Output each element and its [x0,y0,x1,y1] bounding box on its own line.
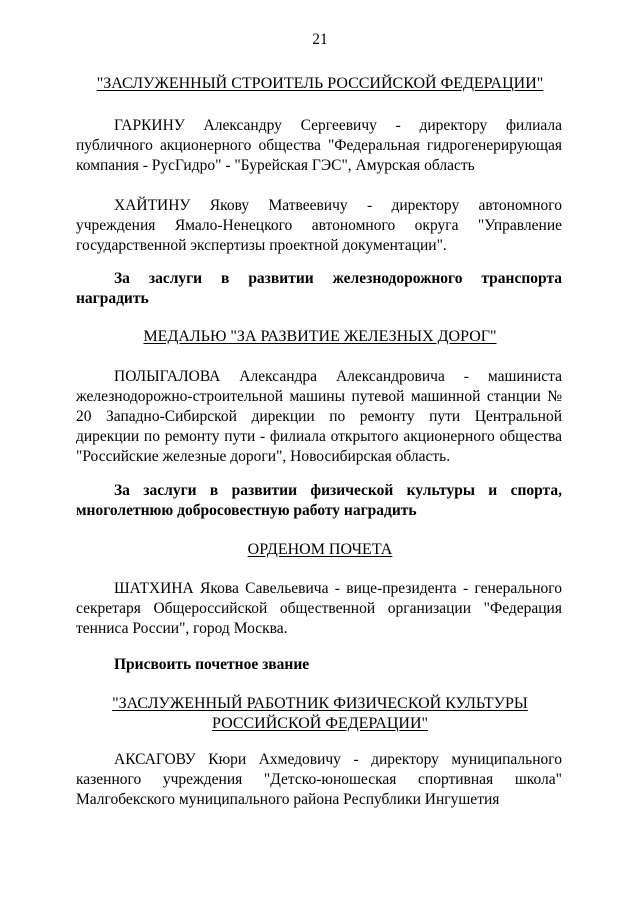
section-title-honored-sport-worker-line2: РОССИЙСКОЙ ФЕДЕРАЦИИ" [211,715,429,732]
directive-honorary-title: Присвоить почетное звание [114,656,310,673]
recipient-polygalov: ПОЛЫГАЛОВА Александра Александровича - машиниста железнодорожно-строительной машины путевой машинной станции № 20 Западно-Сибирской дирекции по ремонту пути Центральной дирекции по ремонту пути - филиала открытого акционерного общества "Российские железные дороги", Новосибирская область. [76,368,562,465]
recipient-garkin: ГАРКИНУ Александру Сергеевичу - директору филиала публичного акционерного общества "Федеральная гидрогенерирующая компания - РусГидро" - "Бурейская ГЭС", Амурская область [76,117,562,174]
directive-sport: За заслуги в развитии физической культуры и спорта, многолетнюю добросовестную работу наградить [76,482,562,519]
section-title-honored-builder: "ЗАСЛУЖЕННЫЙ СТРОИТЕЛЬ РОССИЙСКОЙ ФЕДЕРАЦИИ" [96,75,544,92]
section-title-order-of-honour: ОРДЕНОМ ПОЧЕТА [247,541,393,558]
recipient-shatkhin: ШАТХИНА Якова Савельевича - вице-президента - генерального секретаря Общероссийской общественной организации "Федерация тенниса России", город Москва. [76,580,562,637]
recipient-aksagov: АКСАГОВУ Кюри Ахмедовичу - директору муниципального казенного учреждения "Детско-юношеская спортивная школа" Малгобекского муниципального района Республики Ингушетия [76,751,562,808]
directive-railway: За заслуги в развитии железнодорожного транспорта наградить [76,270,562,307]
section-title-railway-medal: МЕДАЛЬЮ "ЗА РАЗВИТИЕ ЖЕЛЕЗНЫХ ДОРОГ" [143,328,497,345]
page-number: 21 [312,31,328,48]
recipient-khaitin: ХАЙТИНУ Якову Матвеевичу - директору автономного учреждения Ямало-Ненецкого автономного округа "Управление государственной экспертизы проектной документации". [76,197,562,254]
section-title-honored-sport-worker-line1: "ЗАСЛУЖЕННЫЙ РАБОТНИК ФИЗИЧЕСКОЙ КУЛЬТУРЫ [112,695,528,712]
